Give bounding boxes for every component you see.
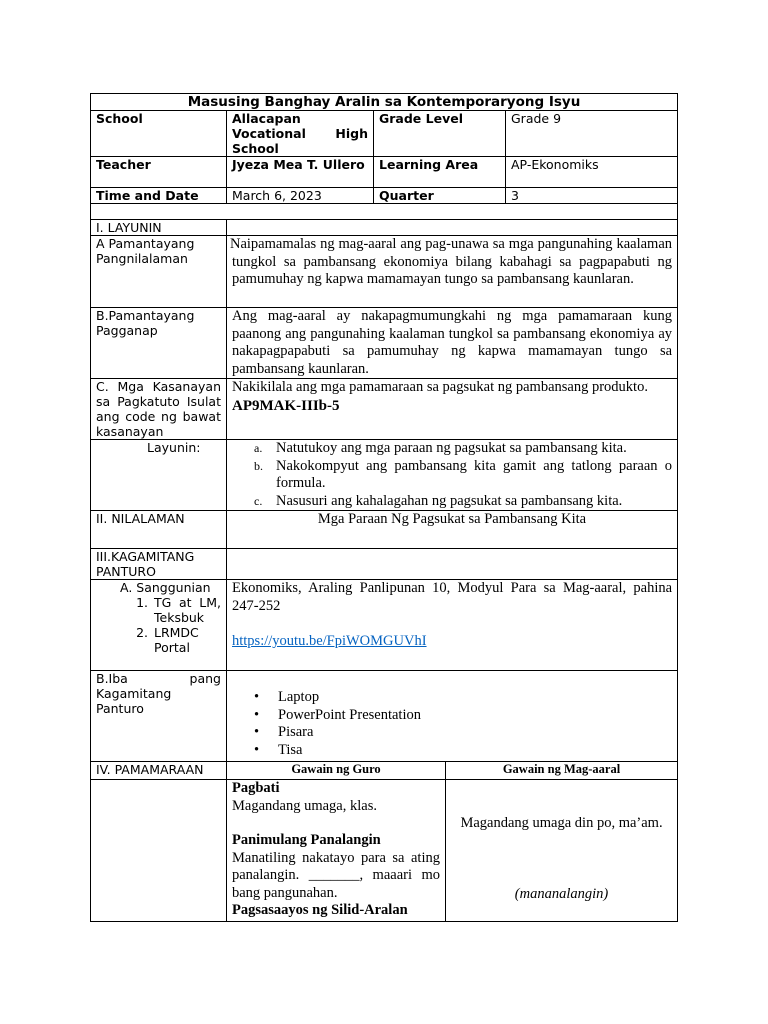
youtube-link[interactable]: https://youtu.be/FpiWOMGUVhI xyxy=(232,633,427,649)
gawain-guro-header: Gawain ng Guro xyxy=(227,762,446,780)
material-text: Pisara xyxy=(278,724,314,740)
layunin-objectives-label: Layunin: xyxy=(91,440,227,511)
learning-area-value: AP-Ekonomiks xyxy=(506,157,678,188)
pamantayang-pangnilalaman-text: Naipamamalas ng mag-aaral ang pag-unawa sa mga pangunahing kaalaman tungkol sa pambansang ekonomiya bilang kabahagi sa pagpapabuti ng pamumuhay ng kapwa mamamayan tungo sa pambansang kaunlaran. xyxy=(227,236,678,308)
material-item xyxy=(254,724,672,742)
kasanayan-code: AP9MAK-IIIb-5 xyxy=(232,397,340,414)
document-title: Masusing Banghay Aralin sa Kontemporaryong Isyu xyxy=(91,94,678,111)
teacher-label: Teacher xyxy=(91,157,227,188)
lesson-plan-document xyxy=(90,93,677,922)
sanggunian-cell xyxy=(91,580,227,671)
learning-area-label: Learning Area xyxy=(374,157,506,188)
kasanayan-cell xyxy=(227,379,678,440)
student-prayer: (mananalangin) xyxy=(514,885,609,902)
source-item xyxy=(122,625,221,655)
source-item xyxy=(122,595,221,625)
pamantayang-pagganap-text: Ang mag-aaral ay nakapagmumungkahi ng mga pamamaraan kung paanong ang pangunahing kaalaman tungkol sa pambansang ekonomiya ay nakapagpapabuti sa pamumuhay ng kapwa mamamayan tungo sa pambansang kaunlaran. xyxy=(227,308,678,379)
panalangin-title: Panimulang Panalangin xyxy=(232,832,381,848)
spacer-row xyxy=(91,204,678,220)
bullet-icon: • xyxy=(254,741,260,758)
pamantayang-pangnilalaman-label: A Pamantayang Pangnilalaman xyxy=(91,236,227,308)
source-text: TG at LM, Teksbuk xyxy=(154,595,221,625)
objective-item xyxy=(254,493,672,511)
sources-list xyxy=(96,595,221,655)
teacher-activity-cell xyxy=(227,780,446,922)
source-text: LRMDC Portal xyxy=(154,625,199,655)
quarter-label: Quarter xyxy=(374,188,506,204)
objective-item xyxy=(254,458,672,493)
material-item xyxy=(254,707,672,725)
time-date-value: March 6, 2023 xyxy=(227,188,374,204)
objective-item xyxy=(254,440,672,458)
material-item xyxy=(254,742,672,760)
empty-cell xyxy=(91,780,227,922)
pamantayang-pagganap-label: B.Pamantayang Pagganap xyxy=(91,308,227,379)
material-item xyxy=(254,689,672,707)
layunin-heading: I. LAYUNIN xyxy=(91,220,227,236)
student-greeting: Magandang umaga din po, ma’am. xyxy=(460,815,663,831)
school-label: School xyxy=(91,111,227,157)
material-text: PowerPoint Presentation xyxy=(278,706,421,723)
reference-cell xyxy=(227,580,678,671)
silid-aralan-title: Pagsasaayos ng Silid-Aralan xyxy=(232,902,408,918)
objectives-cell xyxy=(227,440,678,511)
source-number: 1. xyxy=(136,595,148,610)
bullet-icon: • xyxy=(254,706,260,723)
materials-cell xyxy=(227,671,678,762)
objective-marker: c. xyxy=(254,493,263,508)
objective-text: Nasusuri ang kahalagahan ng pagsukat sa pambansang kita. xyxy=(276,492,623,509)
objective-marker: b. xyxy=(254,458,263,473)
material-text: Tisa xyxy=(278,741,303,758)
nilalaman-heading: II. NILALAMAN xyxy=(91,511,227,549)
empty-cell xyxy=(227,220,678,236)
school-value: Allacapan Vocational High School xyxy=(227,111,374,157)
grade-level-label: Grade Level xyxy=(374,111,506,157)
material-text: Laptop xyxy=(278,689,320,705)
grade-level-value: Grade 9 xyxy=(506,111,678,157)
time-date-label: Time and Date xyxy=(91,188,227,204)
bullet-icon: • xyxy=(254,724,260,740)
kasanayan-text: Nakikilala ang mga pamamaraan sa pagsukat ng pambansang produkto. xyxy=(232,379,648,395)
iba-pang-kagamitan-label: B.Iba pang Kagamitang Panturo xyxy=(91,671,227,762)
source-number: 2. xyxy=(136,625,148,640)
empty-cell xyxy=(227,549,678,580)
panalangin-text: Manatiling nakatayo para sa ating panalangin. _______, maaari mo bang pangunahan. xyxy=(232,849,440,901)
gawain-magaaral-header: Gawain ng Mag-aaral xyxy=(446,762,678,780)
quarter-value: 3 xyxy=(506,188,678,204)
kasanayan-label: C. Mga Kasanayan sa Pagkatuto Isulat ang code ng bawat kasanayan xyxy=(91,379,227,440)
objective-text: Nakokompyut ang pambansang kita gamit ang tatlong paraan o formula. xyxy=(276,457,673,491)
objective-text: Natutukoy ang mga paraan ng pagsukat sa pambansang kita. xyxy=(276,440,627,456)
reference-text: Ekonomiks, Araling Panlipunan 10, Modyul Para sa Mag-aaral, pahina 247-252 xyxy=(232,580,673,614)
pagbati-text: Magandang umaga, klas. xyxy=(232,797,377,814)
teacher-value: Jyeza Mea T. Ullero xyxy=(227,157,374,188)
objective-marker: a. xyxy=(254,441,263,455)
objectives-list xyxy=(232,440,672,510)
pamamaraan-heading: IV. PAMAMARAAN xyxy=(91,762,227,780)
sanggunian-label: A. Sanggunian xyxy=(120,580,211,595)
pagbati-title: Pagbati xyxy=(232,780,280,796)
student-activity-cell xyxy=(446,780,678,922)
bullet-icon: • xyxy=(254,689,260,705)
content-table xyxy=(90,203,678,922)
info-table xyxy=(90,93,678,204)
kagamitan-heading: III.KAGAMITANG PANTURO xyxy=(91,549,227,580)
nilalaman-text: Mga Paraan Ng Pagsukat sa Pambansang Kita xyxy=(227,511,678,549)
materials-list xyxy=(232,689,672,759)
